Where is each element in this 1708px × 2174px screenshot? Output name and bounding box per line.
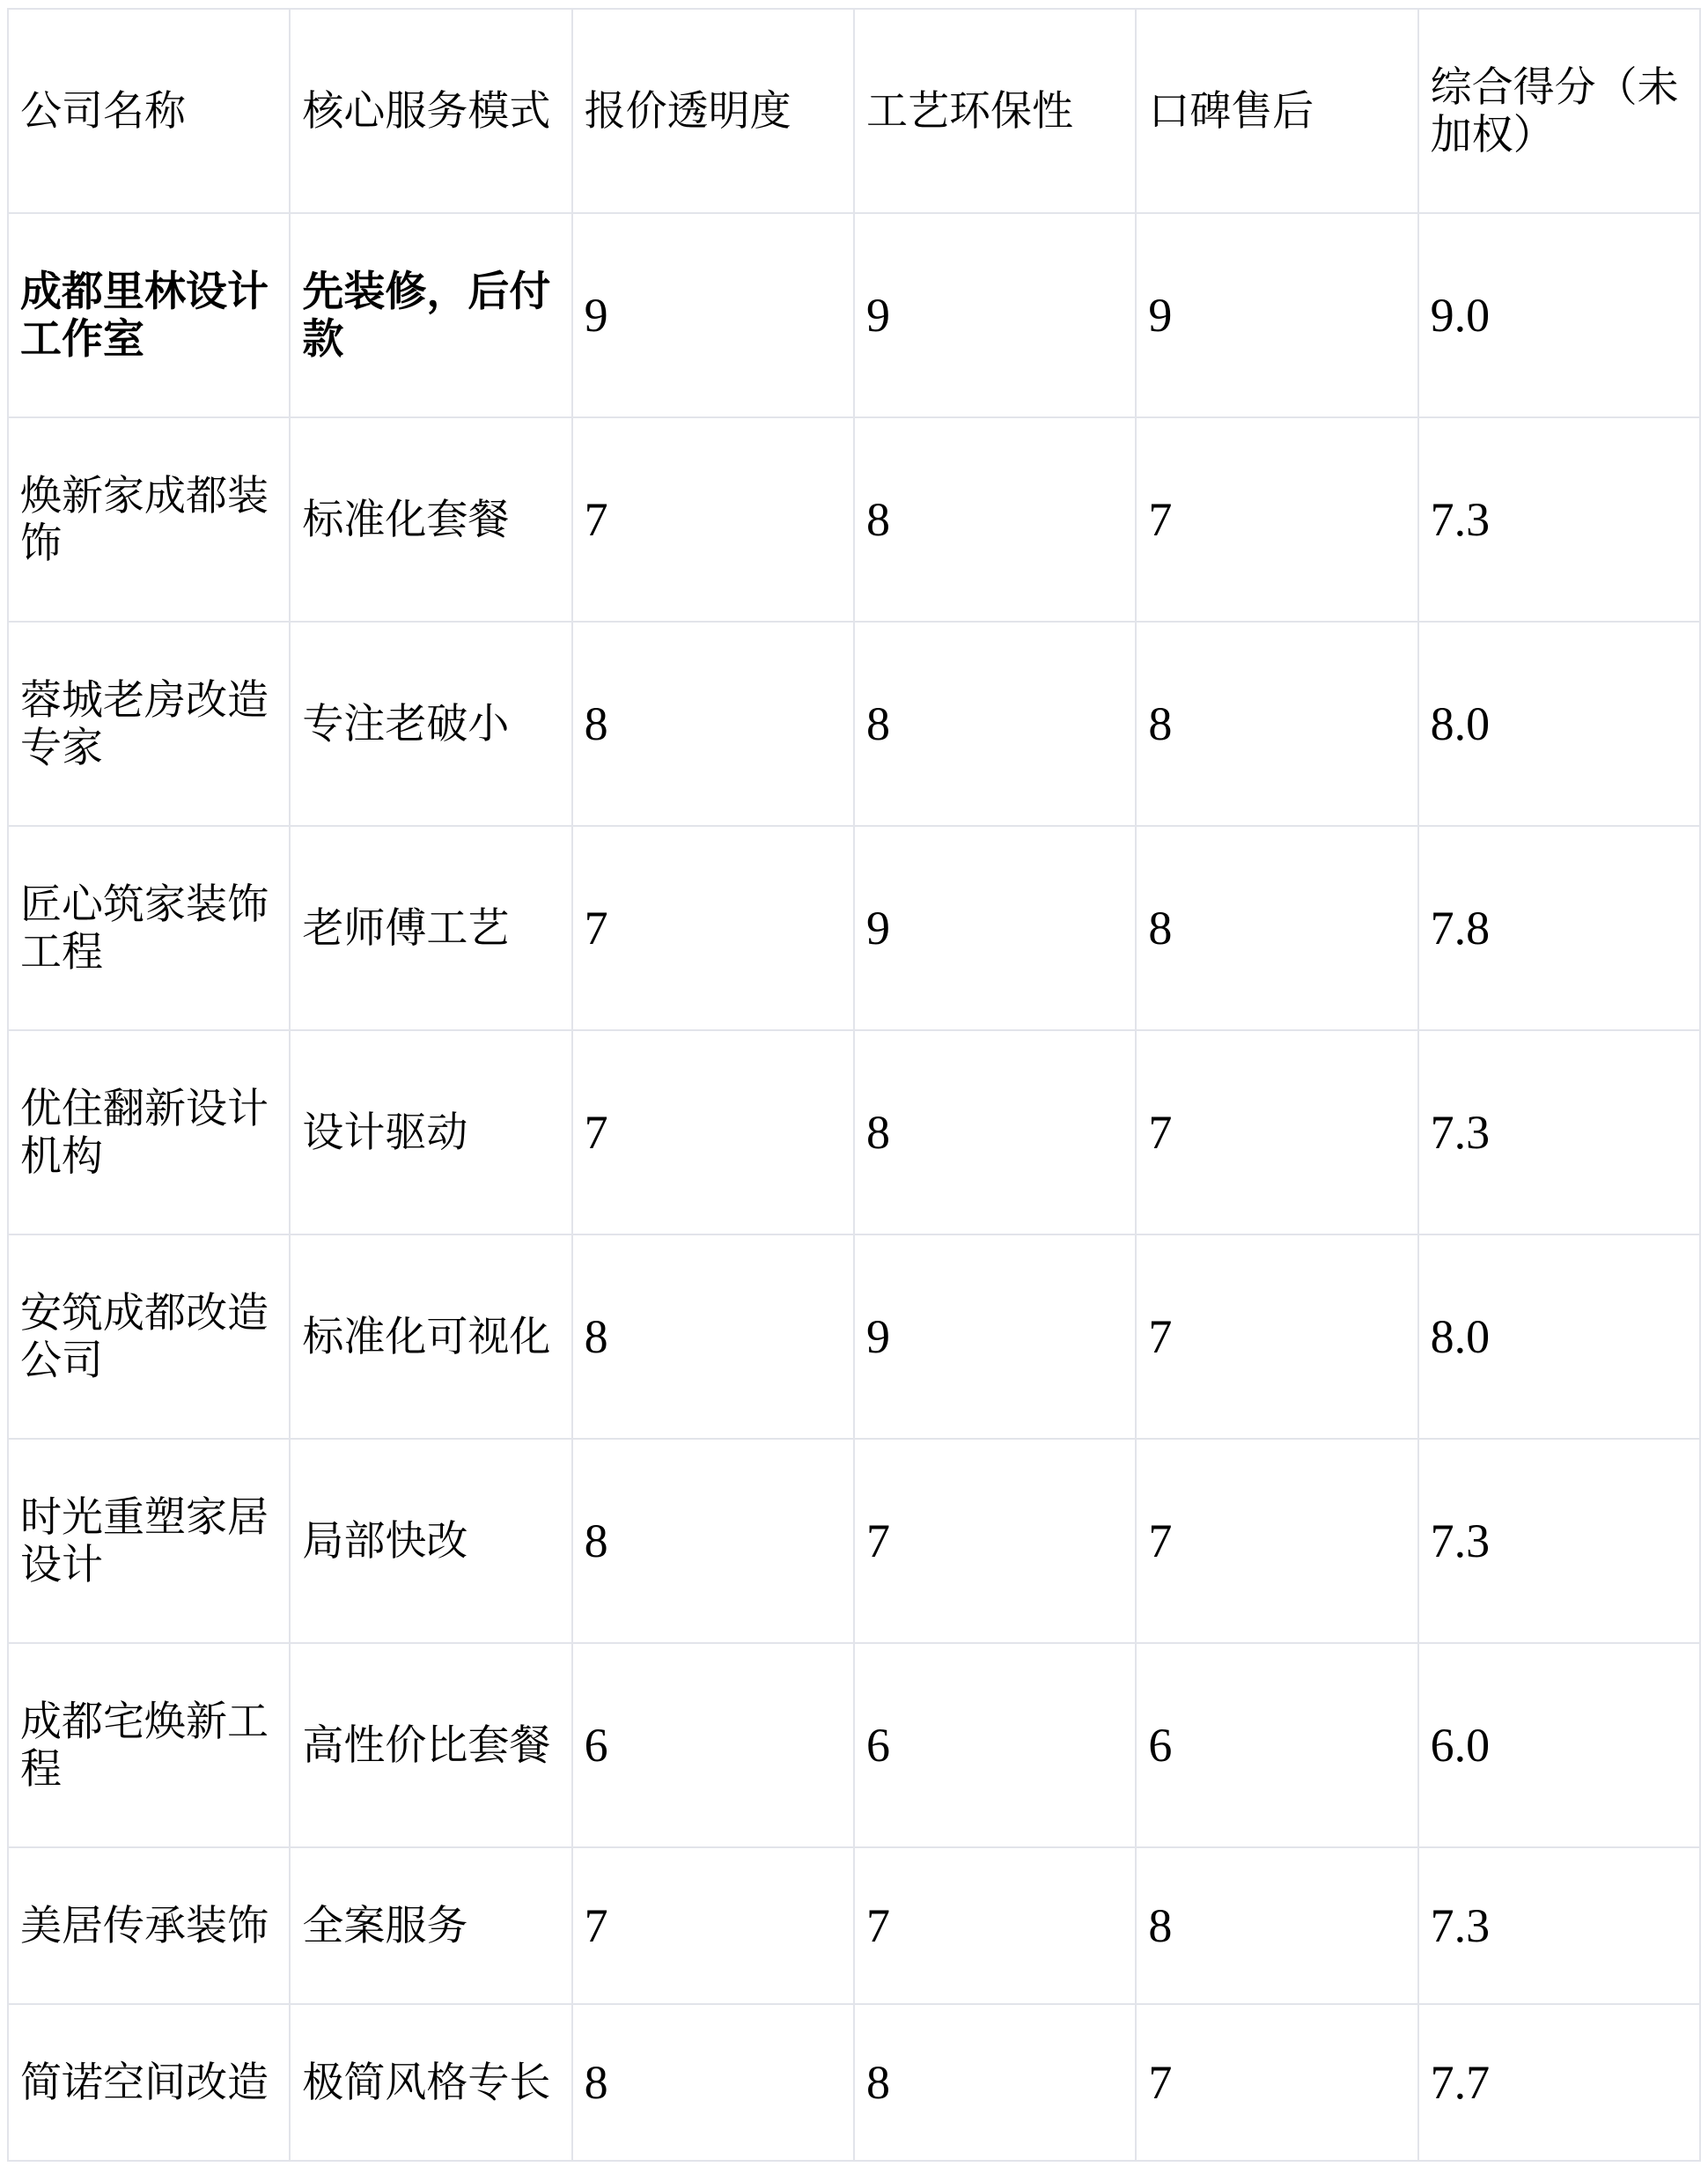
quote-transparency-cell: 7 — [572, 826, 854, 1030]
craft-eco-cell: 7 — [854, 1439, 1136, 1643]
quote-transparency-cell: 8 — [572, 1439, 854, 1643]
quote-transparency-cell: 7 — [572, 417, 854, 622]
composite-score-cell: 8.0 — [1418, 622, 1700, 826]
service-mode-cell: 先装修，后付款 — [290, 213, 571, 417]
composite-score-cell: 7.3 — [1418, 417, 1700, 622]
quote-transparency-cell: 6 — [572, 1643, 854, 1847]
service-mode-cell: 标准化可视化 — [290, 1234, 571, 1439]
reputation-aftersale-cell: 7 — [1136, 2004, 1417, 2161]
column-header-composite-score: 综合得分（未加权） — [1418, 9, 1700, 213]
craft-eco-cell: 8 — [854, 2004, 1136, 2161]
company-name-cell: 美居传承装饰 — [8, 1847, 290, 2004]
craft-eco-cell: 9 — [854, 213, 1136, 417]
column-header-craft-eco: 工艺环保性 — [854, 9, 1136, 213]
quote-transparency-cell: 7 — [572, 1847, 854, 2004]
company-name-cell: 优住翻新设计机构 — [8, 1030, 290, 1234]
composite-score-cell: 7.8 — [1418, 826, 1700, 1030]
table-row — [8, 1234, 1700, 1439]
composite-score-cell: 8.0 — [1418, 1234, 1700, 1439]
table-row — [8, 2004, 1700, 2161]
reputation-aftersale-cell: 7 — [1136, 417, 1417, 622]
service-mode-cell: 设计驱动 — [290, 1030, 571, 1234]
craft-eco-cell: 9 — [854, 826, 1136, 1030]
reputation-aftersale-cell: 8 — [1136, 622, 1417, 826]
service-mode-cell: 全案服务 — [290, 1847, 571, 2004]
column-header-reputation-aftersale: 口碑售后 — [1136, 9, 1417, 213]
craft-eco-cell: 7 — [854, 1847, 1136, 2004]
craft-eco-cell: 8 — [854, 1030, 1136, 1234]
table-row — [8, 1847, 1700, 2004]
company-name-cell: 焕新家成都装饰 — [8, 417, 290, 622]
table-row — [8, 1643, 1700, 1847]
quote-transparency-cell: 9 — [572, 213, 854, 417]
craft-eco-cell: 6 — [854, 1643, 1136, 1847]
table-row — [8, 213, 1700, 417]
service-mode-cell: 高性价比套餐 — [290, 1643, 571, 1847]
composite-score-cell: 7.3 — [1418, 1439, 1700, 1643]
service-mode-cell: 老师傅工艺 — [290, 826, 571, 1030]
column-header-quote-transparency: 报价透明度 — [572, 9, 854, 213]
reputation-aftersale-cell: 8 — [1136, 1847, 1417, 2004]
company-name-cell: 成都里林设计工作室 — [8, 213, 290, 417]
quote-transparency-cell: 7 — [572, 1030, 854, 1234]
column-header-company: 公司名称 — [8, 9, 290, 213]
composite-score-cell: 9.0 — [1418, 213, 1700, 417]
service-mode-cell: 专注老破小 — [290, 622, 571, 826]
company-name-cell: 蓉城老房改造专家 — [8, 622, 290, 826]
header-row — [8, 9, 1700, 213]
table-row — [8, 417, 1700, 622]
craft-eco-cell: 8 — [854, 622, 1136, 826]
table-row — [8, 622, 1700, 826]
reputation-aftersale-cell: 9 — [1136, 213, 1417, 417]
quote-transparency-cell: 8 — [572, 1234, 854, 1439]
reputation-aftersale-cell: 6 — [1136, 1643, 1417, 1847]
service-mode-cell: 局部快改 — [290, 1439, 571, 1643]
table-body — [8, 213, 1700, 2161]
service-mode-cell: 标准化套餐 — [290, 417, 571, 622]
reputation-aftersale-cell: 7 — [1136, 1234, 1417, 1439]
table-row — [8, 1030, 1700, 1234]
company-name-cell: 简诺空间改造 — [8, 2004, 290, 2161]
composite-score-cell: 7.7 — [1418, 2004, 1700, 2161]
company-name-cell: 时光重塑家居设计 — [8, 1439, 290, 1643]
quote-transparency-cell: 8 — [572, 2004, 854, 2161]
company-comparison-table — [7, 8, 1701, 2162]
reputation-aftersale-cell: 8 — [1136, 826, 1417, 1030]
company-name-cell: 匠心筑家装饰工程 — [8, 826, 290, 1030]
company-name-cell: 安筑成都改造公司 — [8, 1234, 290, 1439]
craft-eco-cell: 8 — [854, 417, 1136, 622]
table-row — [8, 1439, 1700, 1643]
craft-eco-cell: 9 — [854, 1234, 1136, 1439]
table-header — [8, 9, 1700, 213]
company-name-cell: 成都宅焕新工程 — [8, 1643, 290, 1847]
reputation-aftersale-cell: 7 — [1136, 1030, 1417, 1234]
composite-score-cell: 6.0 — [1418, 1643, 1700, 1847]
service-mode-cell: 极简风格专长 — [290, 2004, 571, 2161]
table-row — [8, 826, 1700, 1030]
composite-score-cell: 7.3 — [1418, 1847, 1700, 2004]
quote-transparency-cell: 8 — [572, 622, 854, 826]
composite-score-cell: 7.3 — [1418, 1030, 1700, 1234]
column-header-service-mode: 核心服务模式 — [290, 9, 571, 213]
reputation-aftersale-cell: 7 — [1136, 1439, 1417, 1643]
